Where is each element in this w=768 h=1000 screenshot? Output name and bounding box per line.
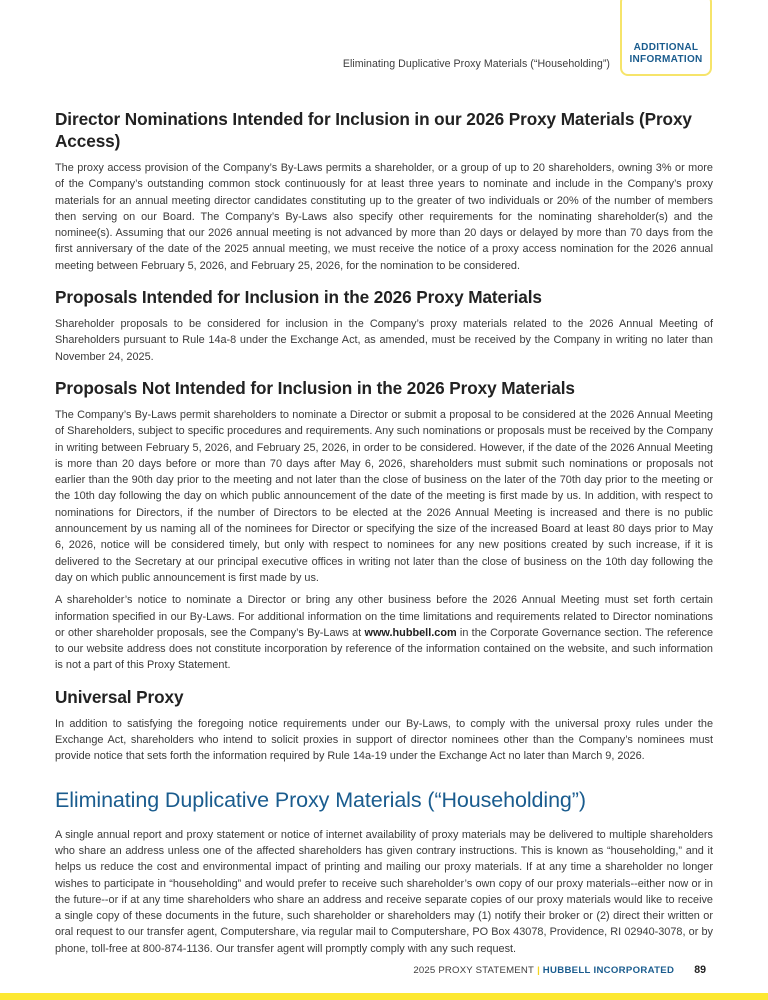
householding-title: Eliminating Duplicative Proxy Materials (“Householding”) xyxy=(55,787,586,812)
section-householding xyxy=(55,787,713,957)
hubbell-website-link[interactable]: www.hubbell.com xyxy=(364,626,457,639)
paragraph: The proxy access provision of the Company’s By-Laws permits a shareholder, or a group of up to 20 shareholders, owning 3% or more of the Company’s outstanding common stock continuously for at least three years to nominate and include in the Company’s proxy materials for an annual meeting director candidates constituting up to the greater of two individuals or 20% of the number of members then serving on our Board. The Company’s By-Laws also specify other requirements for the nominating shareholder(s) and the nominee(s). Assuming that our 2026 annual meeting is not advanced by more than 20 days or delayed by more than 70 days from the first anniversary of the date of the 2025 annual meeting, we must receive the notice of a proxy access nomination for the 2026 annual meeting between February 5, 2026, and February 25, 2026, for the nomination to be considered. xyxy=(55,162,713,272)
paragraph: A single annual report and proxy statement or notice of internet availability of proxy materials may be delivered to multiple shareholders who share an address unless one of the affected shareholders has given contrary instructions. This is known as “householding,” and it helps us reduce the cost and environmental impact of printing and mailing our proxy materials. If at any time a shareholder no longer wishes to participate in “householding” and would prefer to receive such shareholder’s own copy of our proxy materials--either now or in the future--or if at any time shareholders who share an address and receive separate copies of our proxy materials would like to receive a single copy of these documents in the future, such shareholder or shareholders may (1) notify their broker or (2) direct their written or oral request to our transfer agent, Computershare, via regular mail to Computershare, PO Box 43078, Providence, RI 02940-3078, or by phone, toll-free at 800-874-1136. Our transfer agent will promptly comply with any such request. xyxy=(55,828,713,955)
text: in the Corporate Governance section. The reference to our website address does not constitute incorporation by reference of the information contained on the website, and such information is not a part of this Proxy Statement. xyxy=(55,626,713,672)
section-heading: Proposals Not Intended for Inclusion in the 2026 Proxy Materials xyxy=(55,377,575,398)
section-heading: Director Nominations Intended for Inclusion in our 2026 Proxy Materials (Proxy Access) xyxy=(55,109,692,151)
footer-separator: | xyxy=(537,965,540,976)
bottom-accent-bar xyxy=(0,993,768,1000)
section-proposals-not-intended xyxy=(55,377,713,674)
footer-company: HUBBELL INCORPORATED xyxy=(542,965,675,976)
section-proposals-intended xyxy=(55,286,713,365)
page-footer xyxy=(413,964,706,976)
running-head: Eliminating Duplicative Proxy Materials (“Householding”) xyxy=(342,58,610,70)
page-content xyxy=(55,108,713,963)
section-heading: Universal Proxy xyxy=(55,686,184,707)
page-number: 89 xyxy=(694,964,706,976)
paragraph: The Company’s By-Laws permit shareholders to nominate a Director or submit a proposal to be considered at the 2026 Annual Meeting of Shareholders, subject to specific procedures and requirements. Any such nominations or proposals must be received by the Company in writing between February 5, 2026, and February 25, 2026, in order to be considered. However, if the date of the 2026 Annual Meeting is more than 20 days before or more than 70 days after May 6, 2026, shareholders must submit such nominations or proposals not earlier than the 90th day prior to the meeting and not later than the close of business on the later of the 70th day prior to the meeting or the 10th day following the day on which public announcement of the date of the meeting is first made by us. In addition, with respect to nominations for Directors, if the number of Directors to be elected at the 2026 Annual Meeting is increased and there is no public announcement by us naming all of the nominees for Director or specifying the size of the increased Board at least 80 days prior to May 6, 2026, notice will be considered timely, but only with respect to nominees for any new positions created by such increase, if it is delivered to the Secretary at our principal executive offices in writing not later than the close of business on the 10th day following the day on which public announcement is first made by us. xyxy=(55,408,713,584)
footer-statement: 2025 PROXY STATEMENT xyxy=(413,965,535,976)
section-heading: Proposals Intended for Inclusion in the 2026 Proxy Materials xyxy=(55,287,542,308)
section-universal-proxy xyxy=(55,686,713,765)
paragraph: In addition to satisfying the foregoing notice requirements under our By-Laws, to comply with the universal proxy rules under the Exchange Act, shareholders who intend to solicit proxies in support of director nominees other than the Company’s nominees must provide notice that sets forth the information required by Rule 14a-19 under the Exchange Act no later than March 9, 2026. xyxy=(55,717,713,763)
section-tab-line2: INFORMATION xyxy=(629,54,703,65)
section-tab-line1: ADDITIONAL xyxy=(633,42,699,53)
paragraph: Shareholder proposals to be considered for inclusion in the Company’s proxy materials related to the 2026 Annual Meeting of Shareholders pursuant to Rule 14a-8 under the Exchange Act, as amended, must be received by the Company in writing no later than November 24, 2025. xyxy=(55,318,713,363)
text: A shareholder’s notice to nominate a Director or bring any other business before the 2026 Annual Meeting must set forth certain information specified in our By-Laws. For additional information on the time limitations and requirements related to Director nominations or other shareholder proposals, see the Company’s By-Laws at xyxy=(55,594,713,639)
section-proxy-access xyxy=(55,108,713,274)
paragraph-bylaws-reference xyxy=(55,592,713,673)
section-tab-additional-information[interactable] xyxy=(620,0,712,76)
